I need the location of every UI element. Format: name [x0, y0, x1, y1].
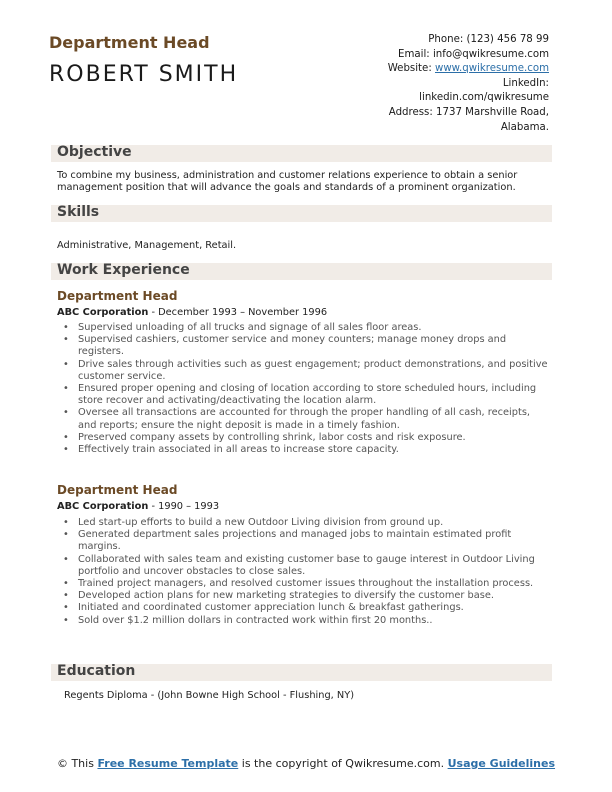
job-2-bullets [57, 517, 551, 627]
list-item: • Sold over $1.2 million dollars in contracted work within first 20 months.. [57, 615, 551, 627]
contact-email: Email: info@qwikresume.com [398, 48, 549, 60]
list-item: • Initiated and coordinated customer appreciation lunch & breakfast gatherings. [57, 602, 551, 614]
contact-block [289, 33, 549, 135]
skills-heading: Skills [57, 204, 100, 220]
list-item: • Supervised unloading of all trucks and signage of all sales floor areas. [57, 322, 551, 334]
job-2-title: Department Head [57, 483, 178, 497]
list-item: • Collaborated with sales team and existing customer base to gauge interest in Outdoor Living portfolio and uncover obstacles to close sales. [57, 554, 551, 578]
website-link[interactable]: www.qwikresume.com [434, 63, 549, 75]
list-item: • Generated department sales projections and managed jobs to maintain estimated profit margins. [57, 529, 551, 553]
skills-header [51, 205, 552, 222]
list-item: • Supervised cashiers, customer service and money counters; manage money drops and registers. [57, 334, 551, 358]
education-text: Regents Diploma - (John Bowne High School - Flushing, NY) [64, 690, 355, 701]
job-1-company-name: ABC Corporation [57, 307, 149, 318]
list-item: • Developed action plans for new marketing strategies to diversify the customer base. [57, 590, 551, 602]
contact-website [289, 62, 549, 77]
objective-header [51, 145, 552, 162]
contact-address-line2: Alabama. [500, 121, 549, 133]
list-item: • Preserved company assets by controlling shrink, labor costs and risk exposure. [57, 432, 551, 444]
job-1-dates: - December 1993 – November 1996 [148, 307, 328, 318]
website-label: Website: [387, 63, 435, 75]
job-1-bullets [57, 322, 551, 456]
list-item: • Trained project managers, and resolved customer issues throughout the installation process. [57, 578, 551, 590]
work-heading: Work Experience [57, 262, 190, 278]
footer-middle: is the copyright of Qwikresume.com. [238, 757, 448, 770]
list-item: • Effectively train associated in all areas to increase store capacity. [57, 444, 551, 456]
list-item: • Ensured proper opening and closing of location according to store scheduled hours, including store recover and activating/deactivating the location alarm. [57, 383, 551, 407]
list-item: • Oversee all transactions are accounted for through the proper handling of all cash, receipts, and reports; ensure the night deposit is made in a timely fashion. [57, 407, 551, 431]
usage-guidelines-link[interactable]: Usage Guidelines [447, 757, 556, 770]
job-2-company-name: ABC Corporation [57, 501, 149, 512]
list-item: • Led start-up efforts to build a new Outdoor Living division from ground up. [57, 517, 551, 529]
contact-linkedin-value: linkedin.com/qwikresume [419, 92, 549, 104]
education-header [51, 664, 552, 681]
objective-text: To combine my business, administration and customer relations experience to obtain a senior management position that will advance the goals and standards of a prominent organization. [57, 170, 518, 193]
footer-prefix: © This [56, 757, 98, 770]
job-2-company [57, 501, 219, 512]
contact-linkedin-label: LinkedIn: [502, 77, 549, 89]
education-heading: Education [57, 663, 136, 679]
job-1-company [57, 307, 327, 318]
list-item: • Drive sales through activities such as guest engagement; product demonstrations, and positive customer service. [57, 359, 551, 383]
free-resume-template-link[interactable]: Free Resume Template [97, 757, 239, 770]
job-2-dates: - 1990 – 1993 [148, 501, 220, 512]
job-1-title: Department Head [57, 289, 178, 303]
contact-address-line1: Address: 1737 Marshville Road, [388, 106, 549, 118]
contact-phone: Phone: (123) 456 78 99 [428, 34, 549, 45]
skills-text: Administrative, Management, Retail. [57, 240, 237, 251]
job-title: Department Head [49, 33, 210, 52]
work-header [51, 263, 552, 280]
candidate-name: ROBERT SMITH [49, 62, 239, 87]
objective-heading: Objective [57, 144, 132, 160]
footer [0, 757, 612, 770]
